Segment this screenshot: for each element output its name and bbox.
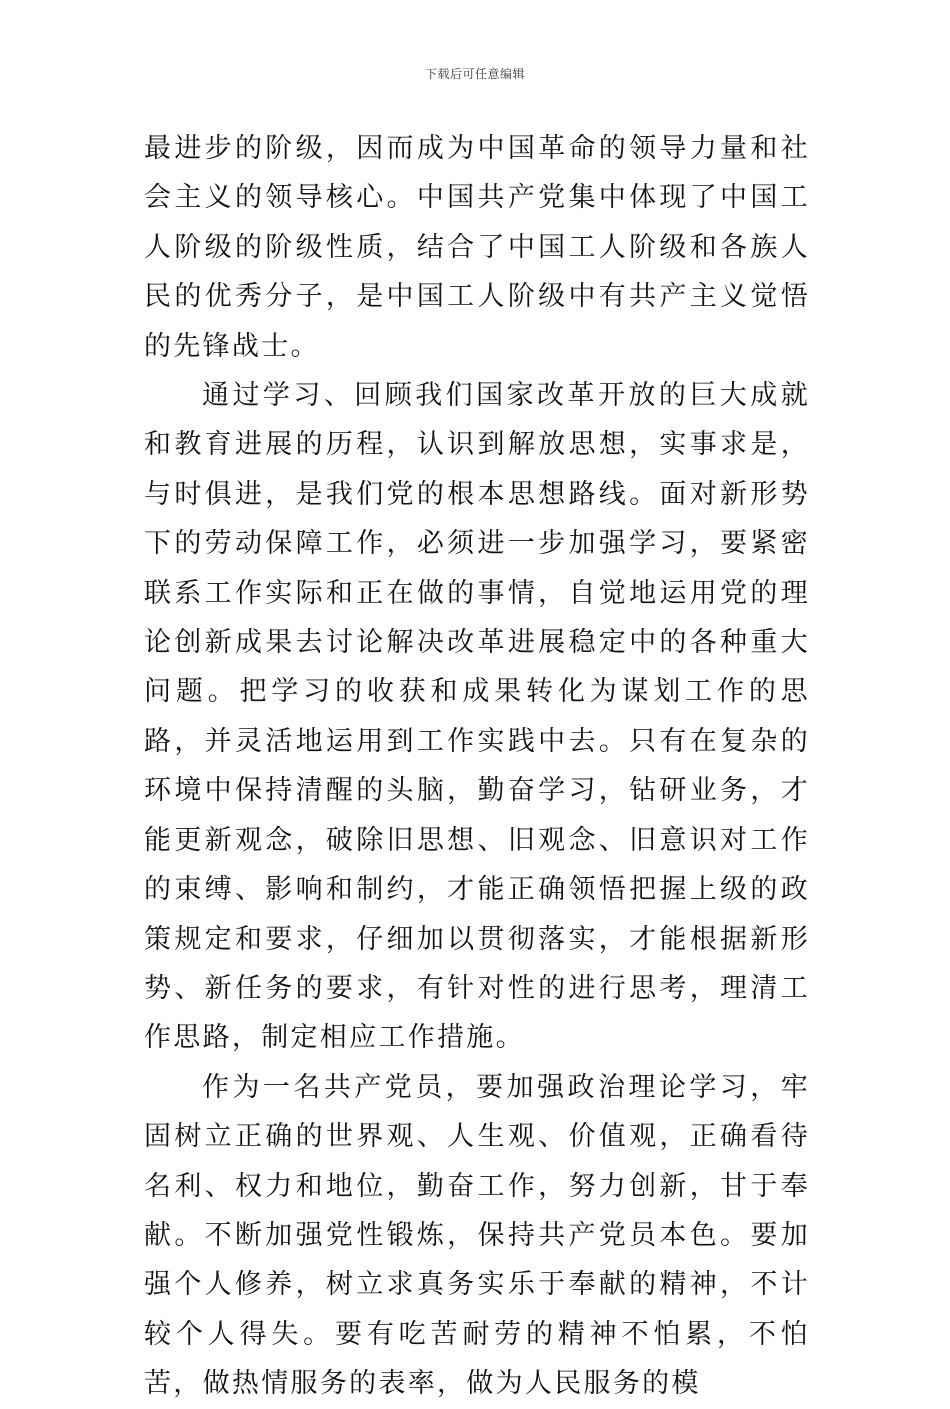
document-body [144, 124, 810, 1409]
paragraph-2: 通过学习、回顾我们国家改革开放的巨大成就和教育进展的历程，认识到解放思想，实事求是，与时俱进，是我们党的根本思想路线。面对新形势下的劳动保障工作，必须进一步加强学习，要紧密联系工作实际和正在做的事情，自觉地运用党的理论创新成果去讨论解决改革进展稳定中的各种重大问题。把学习的收获和成果转化为谋划工作的思路，并灵活地运用到工作实践中去。只有在复杂的环境中保持清醒的头脑，勤奋学习，钻研业务，才能更新观念，破除旧思想、旧观念、旧意识对工作的束缚、影响和制约，才能正确领悟把握上级的政策规定和要求，仔细加以贯彻落实，才能根据新形势、新任务的要求，有针对性的进行思考，理清工作思路，制定相应工作措施。 [144, 380, 810, 1054]
page-header-note: 下载后可任意编辑 [424, 67, 525, 81]
paragraph-3: 作为一名共产党员，要加强政治理论学习，牢固树立正确的世界观、人生观、价值观，正确看待名利、权力和地位，勤奋工作，努力创新，甘于奉献。不断加强党性锻炼，保持共产党员本色。要加强个人修养，树立求真务实乐于奉献的精神，不计较个人得失。要有吃苦耐劳的精神不怕累，不怕苦，做热情服务的表率，做为人民服务的模 [144, 1071, 810, 1400]
paragraph-1: 最进步的阶级，因而成为中国革命的领导力量和社会主义的领导核心。中国共产党集中体现了中国工人阶级的阶级性质，结合了中国工人阶级和各族人民的优秀分子，是中国工人阶级中有共产主义觉悟的先锋战士。 [144, 133, 810, 362]
